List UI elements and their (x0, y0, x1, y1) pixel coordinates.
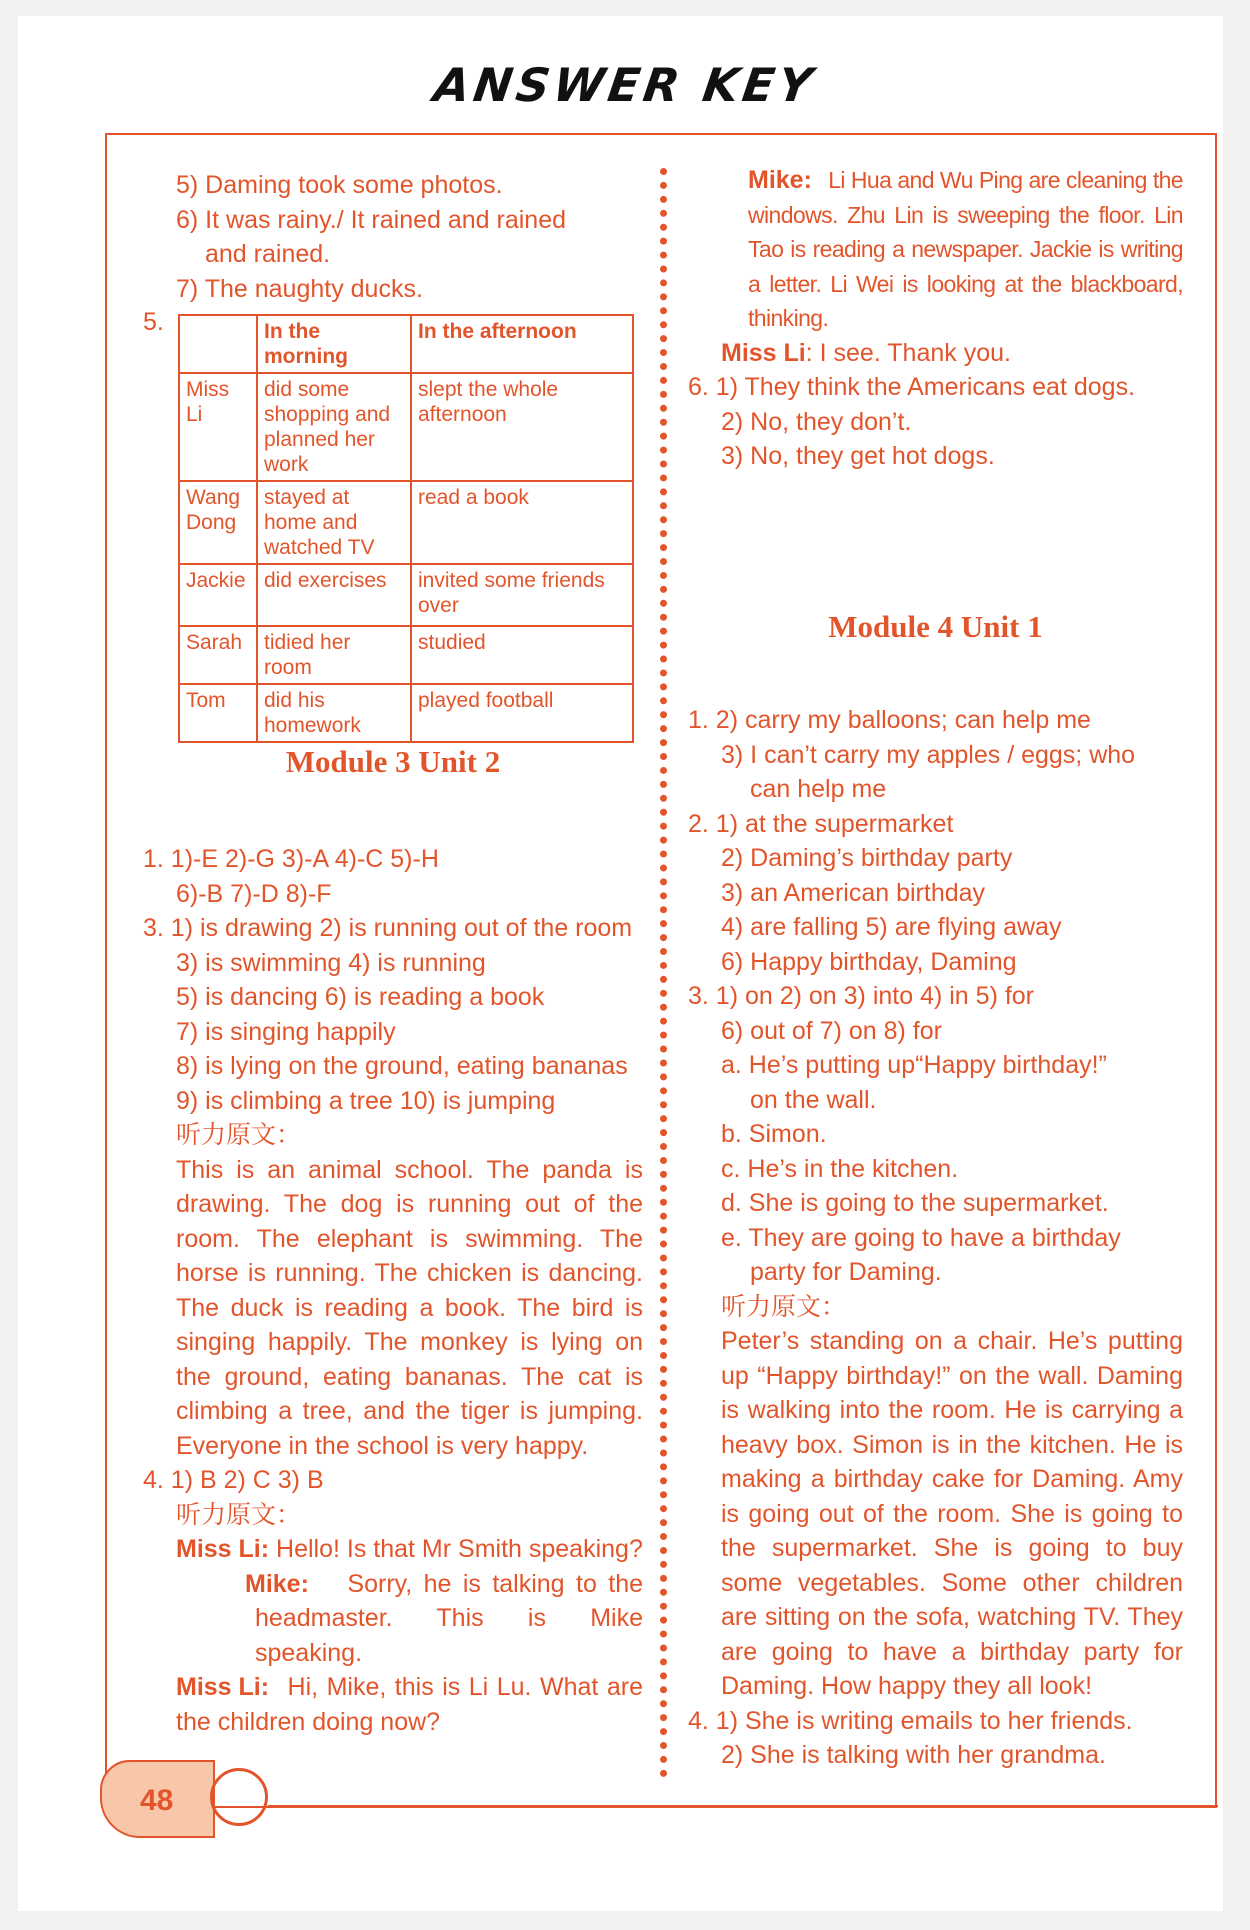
answer-line: 6) It was rainy./ It rained and rained (176, 205, 567, 234)
answer-line: c. He’s in the kitchen. (721, 1154, 959, 1183)
table-row (179, 626, 633, 684)
answer-line: e. They are going to have a birthday (721, 1223, 1121, 1252)
table-cell: did exercises (257, 564, 411, 626)
answer-line: can help me (750, 775, 887, 803)
module-heading: Module 3 Unit 2 (285, 744, 501, 779)
answer-line: 7) The naughty ducks. (176, 274, 423, 303)
transcript-text: This is an animal school. The panda is drawing. The dog is running out of the room. The elephant is swimming. The horse is running. The chicken is dancing. The duck is reading a book. The bird is singing happily. The monkey is lying on the ground, eating bananas. The cat is climbing a tree, and the tiger is jumping. Everyone in the school is very happy. (176, 1155, 643, 1460)
module-heading: Module 4 Unit 1 (828, 609, 1043, 644)
table-header-cell: In the morning (257, 315, 411, 373)
column-divider (660, 168, 667, 1778)
transcript-label: 听力原文： (176, 1500, 302, 1529)
table-cell: Tom (179, 684, 257, 742)
answer-line: 4. 1) She is writing emails to her friends. (688, 1706, 1133, 1735)
answer-line: 4) are falling 5) are flying away (721, 913, 1062, 941)
answer-line: party for Daming. (750, 1258, 942, 1286)
speaker-name: Mike: (748, 166, 812, 194)
answer-line: 7) is singing happily (176, 1017, 396, 1046)
dialogue-text: : I see. Thank you. (805, 338, 1011, 367)
table-row (179, 564, 633, 626)
table-cell: did his homework (257, 684, 411, 742)
table-cell: slept the whole afternoon (411, 373, 633, 481)
left-column (143, 168, 643, 306)
dialogue-text: Hello! Is that Mr Smith speaking? (276, 1535, 643, 1563)
dialogue-text: Hi, Mike, this is Li Lu. What are the children doing now? (176, 1673, 643, 1736)
right-answers (688, 703, 1183, 1773)
answer-line: 3. 1) is drawing 2) is running out of the room (143, 914, 633, 942)
dialogue-line (143, 1670, 643, 1739)
table-cell: Sarah (179, 626, 257, 684)
dialogue-text: Sorry, he is talking to the headmaster. This is Mike speaking. (255, 1569, 644, 1667)
table-header-row (179, 315, 633, 373)
module-4-unit-1-section (688, 610, 1183, 645)
answer-line: 3) No, they get hot dogs. (721, 442, 995, 470)
table-header-cell: In the afternoon (411, 315, 633, 373)
dialogue-line (143, 1532, 643, 1567)
transcript-label: 听力原文： (721, 1292, 847, 1321)
answer-line: d. She is going to the supermarket. (721, 1189, 1109, 1217)
table-header-cell (179, 315, 257, 373)
answer-line: 2) She is talking with her grandma. (721, 1741, 1106, 1769)
answer-line: 8) is lying on the ground, eating bananas (176, 1052, 628, 1080)
footer-rule (268, 1805, 1218, 1807)
answer-line: 2) No, they don’t. (721, 407, 912, 436)
page-number: 48 (140, 1784, 174, 1817)
answer-line: 6) out of 7) on 8) for (721, 1016, 942, 1045)
answer-line: 3) is swimming 4) is running (176, 948, 486, 977)
answer-line: 2) Daming’s birthday party (721, 844, 1013, 872)
table-cell: did some shopping and planned her work (257, 373, 411, 481)
left-answers (143, 842, 643, 1739)
table-cell: Wang Dong (179, 481, 257, 564)
answer-line: on the wall. (750, 1085, 877, 1114)
answer-line: 3) I can’t carry my apples / eggs; who (721, 740, 1136, 769)
table-row (179, 481, 633, 564)
scroll-curl-icon (210, 1768, 268, 1826)
module-3-unit-2-section (143, 745, 643, 780)
table-cell: played football (411, 684, 633, 742)
answer-line: 6. 1) They think the Americans eat dogs. (688, 373, 1136, 401)
answer-line: 4. 1) B 2) C 3) B (143, 1466, 324, 1494)
speaker-name: Mike: (245, 1569, 309, 1598)
table-cell: stayed at home and watched TV (257, 481, 411, 564)
answer-line: and rained. (205, 240, 331, 268)
answer-line: 5) Daming took some photos. (176, 171, 503, 199)
answer-line: 6) Happy birthday, Daming (721, 947, 1017, 976)
table-cell: tidied her room (257, 626, 411, 684)
right-column (688, 163, 1183, 474)
answer-line: 3. 1) on 2) on 3) into 4) in 5) for (688, 982, 1035, 1010)
transcript-label: 听力原文： (176, 1121, 302, 1149)
page-title: ANSWER KEY (430, 58, 820, 112)
answer-line: 5) is dancing 6) is reading a book (176, 983, 545, 1011)
dialogue-line (688, 163, 1183, 336)
speaker-name: Miss Li (721, 338, 806, 367)
transcript-text: Peter’s standing on a chair. He’s putting up “Happy birthday!” on the wall. Daming is walking into the room. He is carrying a heavy box. Simon is in the kitchen. He is making a birthday cake for Daming. Amy is going out of the room. She is going to the supermarket. She is going to buy some vegetables. Some other children are sitting on the sofa, watching TV. They are going to have a birthday party for Daming. How happy they all look! (721, 1327, 1183, 1700)
table-cell: Miss Li (179, 373, 257, 481)
speaker-name: Miss Li: (176, 1535, 270, 1563)
table-cell: invited some friends over (411, 564, 633, 626)
table-cell: read a book (411, 481, 633, 564)
answer-table (178, 314, 634, 743)
answer-line: 1. 1)-E 2)-G 3)-A 4)-C 5)-H (143, 845, 439, 873)
table-row (179, 684, 633, 742)
answer-line: 1. 2) carry my balloons; can help me (688, 706, 1091, 734)
dialogue-text: Li Hua and Wu Ping are cleaning the windows. Zhu Lin is sweeping the floor. Lin Tao is reading a newspaper. Jackie is writing a letter. Li Wei is looking at the blackboard, thinking. (748, 167, 1183, 331)
question-number: 5. (143, 308, 164, 336)
table-row (179, 373, 633, 481)
answer-line: 3) an American birthday (721, 878, 986, 907)
table-cell: studied (411, 626, 633, 684)
dialogue-line (688, 336, 1183, 371)
table-cell: Jackie (179, 564, 257, 626)
answer-line: a. He’s putting up“Happy birthday!” (721, 1051, 1107, 1079)
answer-line: 6)-B 7)-D 8)-F (176, 879, 332, 908)
answer-line: b. Simon. (721, 1120, 827, 1148)
answer-line: 2. 1) at the supermarket (688, 809, 954, 838)
dialogue-line (143, 1567, 643, 1671)
answer-line: 9) is climbing a tree 10) is jumping (176, 1086, 556, 1115)
speaker-name: Miss Li: (176, 1673, 270, 1701)
